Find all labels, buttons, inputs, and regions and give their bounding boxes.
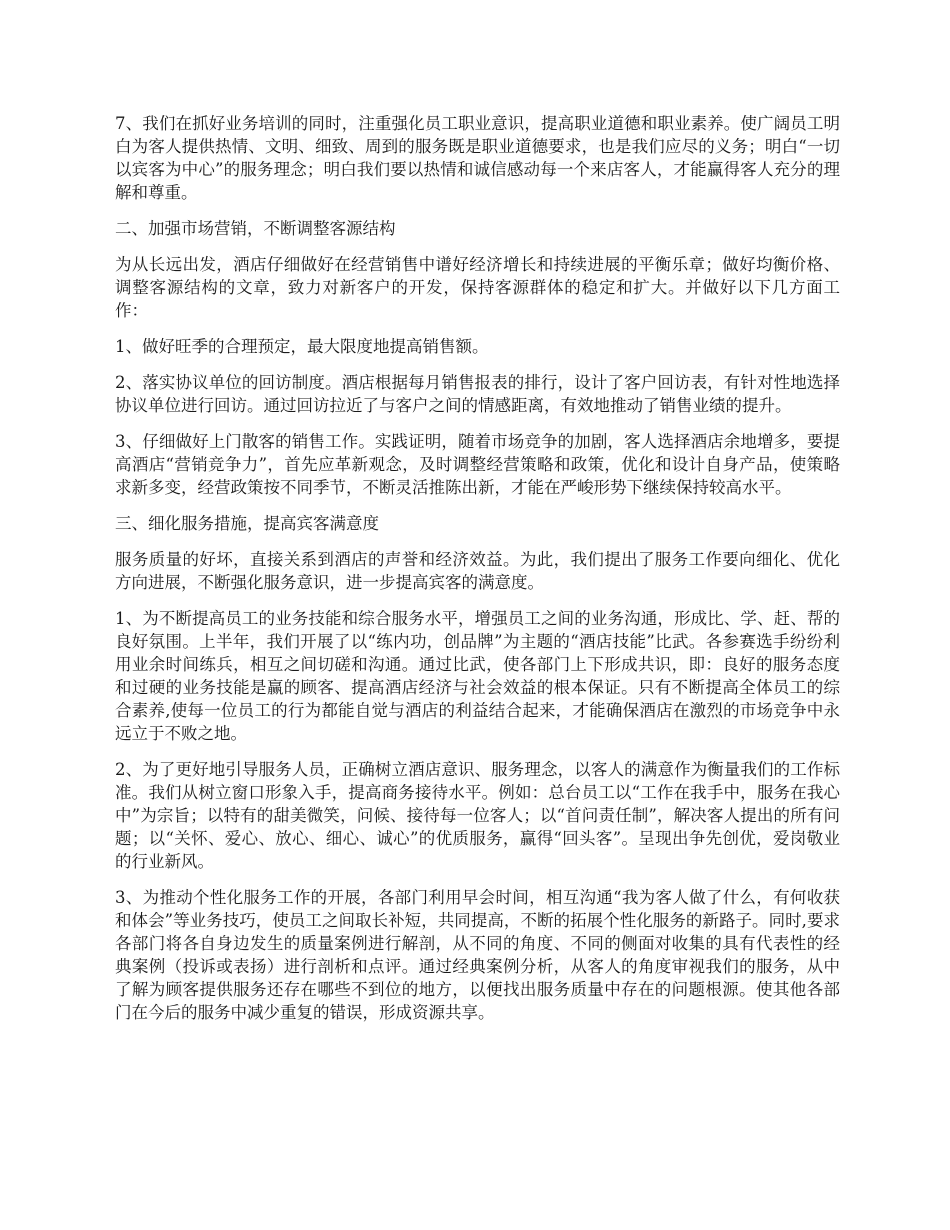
paragraph-service-item-2: 2、为了更好地引导服务人员，正确树立酒店意识、服务理念，以客人的满意作为衡量我们的工作标准。我们从树立窗口形象入手，提高商务接待水平。例如：总台员工以“工作在我手中，服务在我心中”为宗旨；以特有的甜美微笑，问候、接待每一位客人；以“首问责任制”，解决客人提出的所有问题；以“关怀、爱心、放心、细心、诚心”的优质服务，赢得“回头客”。呈现出争先创优，爱岗敬业的行业新风。 xyxy=(115,760,840,871)
paragraph-marketing-item-2: 2、落实协议单位的回访制度。酒店根据每月销售报表的排行，设计了客户回访表，有针对性地选择协议单位进行回访。通过回访拉近了与客户之间的情感距离，有效地推动了销售业绩的提升。 xyxy=(115,373,840,415)
paragraph-marketing-intro: 为从长远出发，酒店仔细做好在经营销售中谱好经济增长和持续进展的平衡乐章；做好均衡价格、调整客源结构的文章，致力对新客户的开发，保持客源群体的稳定和扩大。并做好以下几方面工作： xyxy=(115,255,840,320)
paragraph-service-item-1: 1、为不断提高员工的业务技能和综合服务水平，增强员工之间的业务沟通，形成比、学、赶、帮的良好氛围。上半年，我们开展了以“练内功，创品牌”为主题的“酒店技能”比武。各参赛选手纷纷利用业余时间练兵，相互之间切磋和沟通。通过比武，使各部门上下形成共识，即：良好的服务态度和过硬的业务技能是赢的顾客、提高酒店经济与社会效益的根本保证。只有不断提高全体员工的综合素养,使每一位员工的行为都能自觉与酒店的利益结合起来，才能确保酒店在激烈的市场竞争中永远立于不败之地。 xyxy=(115,609,840,743)
paragraph-marketing-item-3: 3、仔细做好上门散客的销售工作。实践证明，随着市场竞争的加剧，客人选择酒店余地增多，要提高酒店“营销竞争力”，首先应革新观念，及时调整经营策略和政策，优化和设计自身产品，使策略求新多变，经营政策按不同季节，不断灵活推陈出新，才能在严峻形势下继续保持较高水平。 xyxy=(115,432,840,497)
paragraph-service-intro: 服务质量的好坏，直接关系到酒店的声誉和经济效益。为此，我们提出了服务工作要向细化、优化方向进展，不断强化服务意识，进一步提高宾客的满意度。 xyxy=(115,550,840,592)
paragraph-training: 7、我们在抓好业务培训的同时，注重强化员工职业意识，提高职业道德和职业素养。使广阔员工明白为客人提供热情、文明、细致、周到的服务既是职业道德要求，也是我们应尽的义务；明白“一切以宾客为中心”的服务理念；明白我们要以热情和诚信感动每一个来店客人，才能赢得客人充分的理解和尊重。 xyxy=(115,114,840,202)
section-heading-service: 三、细化服务措施，提高宾客满意度 xyxy=(115,514,379,533)
section-heading-marketing: 二、加强市场营销，不断调整客源结构 xyxy=(115,219,396,238)
paragraph-marketing-item-1: 1、做好旺季的合理预定，最大限度地提高销售额。 xyxy=(115,337,489,356)
document-body xyxy=(115,112,840,1037)
paragraph-service-item-3: 3、为推动个性化服务工作的开展，各部门利用早会时间，相互沟通“我为客人做了什么，有何收获和体会”等业务技巧，使员工之间取长补短，共同提高，不断的拓展个性化服务的新路子。同时,要求各部门将各自身边发生的质量案例进行解剖，从不同的角度、不同的侧面对收集的具有代表性的经典案例（投诉或表扬）进行剖析和点评。通过经典案例分析，从客人的角度审视我们的服务，从中了解为顾客提供服务还存在哪些不到位的地方，以便找出服务质量中存在的问题根源。使其他各部门在今后的服务中减少重复的错误，形成资源共享。 xyxy=(115,888,840,1022)
